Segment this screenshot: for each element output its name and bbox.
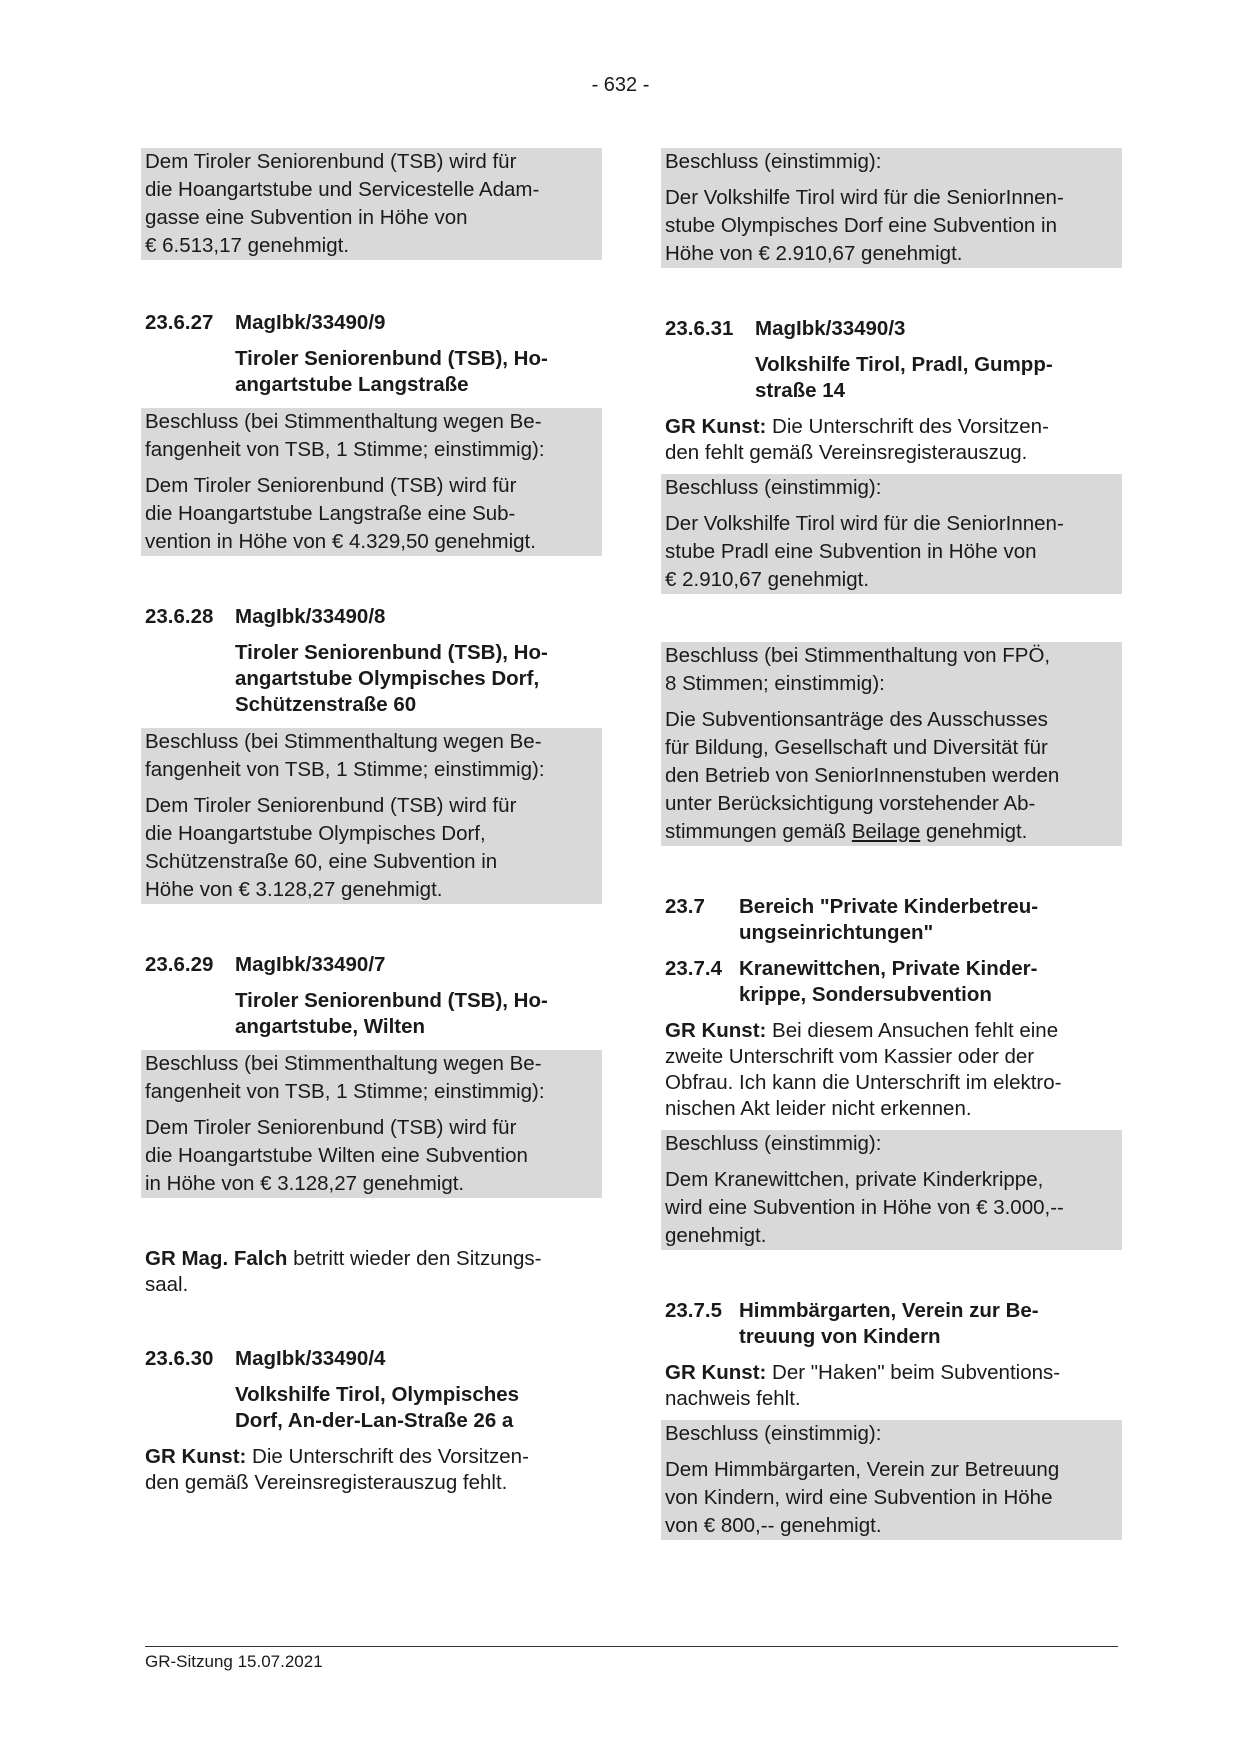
resolution-line: Schützenstraße 60, eine Subvention in bbox=[145, 850, 498, 873]
text-line: die Hoangartstube und Servicestelle Adam- bbox=[145, 178, 540, 201]
falch-notice: GR Mag. Falch betritt wieder den Sitzungs- bbox=[145, 1247, 542, 1270]
section-title-line: angartstube, Wilten bbox=[235, 1015, 426, 1038]
beschluss-box bbox=[661, 1420, 1122, 1540]
resolution-line: Dem Kranewittchen, private Kinderkrippe, bbox=[665, 1168, 1044, 1191]
resolution-line: Die Subventionsanträge des Ausschusses bbox=[665, 708, 1048, 731]
resolution-line: Dem Tiroler Seniorenbund (TSB) wird für bbox=[145, 474, 517, 497]
left-column bbox=[145, 148, 598, 1496]
beschluss-line: Beschluss (bei Stimmenthaltung wegen Be- bbox=[145, 730, 542, 753]
resolution-line: Höhe von € 3.128,27 genehmigt. bbox=[145, 878, 443, 901]
resolution-line: wird eine Subvention in Höhe von € 3.000,-- bbox=[665, 1196, 1064, 1219]
beschluss-line: 8 Stimmen; einstimmig): bbox=[665, 672, 885, 695]
resolution-line: stube Olympisches Dorf eine Subvention in bbox=[665, 214, 1057, 237]
resolution-line: von Kindern, wird eine Subvention in Höhe bbox=[665, 1486, 1053, 1509]
beschluss-line: Beschluss (einstimmig): bbox=[665, 1132, 882, 1155]
resolution-line: genehmigt. bbox=[665, 1224, 767, 1247]
section-title-line: Volkshilfe Tirol, Olympisches bbox=[235, 1383, 520, 1406]
speaker-statement-line: nischen Akt leider nicht erkennen. bbox=[665, 1097, 972, 1120]
section-heading-23-6-27: 23.6.27 MagIbk/33490/9 bbox=[145, 311, 386, 334]
beschluss-line: fangenheit von TSB, 1 Stimme; einstimmig): bbox=[145, 758, 545, 781]
section-heading-23-7-4: 23.7.4 Kranewittchen, Private Kinder- bbox=[665, 957, 1038, 980]
speaker-statement-line: zweite Unterschrift vom Kassier oder der bbox=[665, 1045, 1035, 1068]
resolution-box-tsb-adamgasse bbox=[141, 148, 602, 260]
speaker-statement-line: den fehlt gemäß Vereinsregisterauszug. bbox=[665, 441, 1028, 464]
text-line: Dem Tiroler Seniorenbund (TSB) wird für bbox=[145, 150, 517, 173]
beschluss-line: fangenheit von TSB, 1 Stimme; einstimmig): bbox=[145, 438, 545, 461]
section-title-line: Tiroler Seniorenbund (TSB), Ho- bbox=[235, 347, 548, 370]
beschluss-box bbox=[141, 408, 602, 556]
resolution-line: stube Pradl eine Subvention in Höhe von bbox=[665, 540, 1037, 563]
text-line: € 6.513,17 genehmigt. bbox=[145, 234, 350, 257]
section-title-line: Schützenstraße 60 bbox=[235, 693, 417, 716]
beschluss-line: Beschluss (bei Stimmenthaltung wegen Be- bbox=[145, 1052, 542, 1075]
speaker-statement-line: nachweis fehlt. bbox=[665, 1387, 801, 1410]
section-heading-23-6-30: 23.6.30 MagIbk/33490/4 bbox=[145, 1347, 386, 1370]
resolution-line: Dem Tiroler Seniorenbund (TSB) wird für bbox=[145, 794, 517, 817]
section-heading-23-7-5: 23.7.5 Himmbärgarten, Verein zur Be- bbox=[665, 1299, 1039, 1322]
beilage-link[interactable]: Beilage bbox=[851, 820, 921, 843]
beschluss-line: Beschluss (bei Stimmenthaltung von FPÖ, bbox=[665, 644, 1051, 667]
falch-notice-line2: saal. bbox=[145, 1273, 189, 1296]
section-heading-23-7: 23.7 Bereich "Private Kinderbetreu- bbox=[665, 895, 1039, 918]
section-title-line: Volkshilfe Tirol, Pradl, Gumpp- bbox=[755, 353, 1053, 376]
right-column bbox=[665, 148, 1118, 1540]
resolution-line: die Hoangartstube Langstraße eine Sub- bbox=[145, 502, 516, 525]
summary-beschluss-box bbox=[661, 642, 1122, 846]
footer-text: GR-Sitzung 15.07.2021 bbox=[145, 1652, 323, 1671]
resolution-line: vention in Höhe von € 4.329,50 genehmigt. bbox=[145, 530, 536, 553]
section-heading-23-6-28: 23.6.28 MagIbk/33490/8 bbox=[145, 605, 386, 628]
section-title-line: Dorf, An-der-Lan-Straße 26 a bbox=[235, 1409, 514, 1432]
beschluss-box bbox=[661, 148, 1122, 268]
resolution-line: Dem Tiroler Seniorenbund (TSB) wird für bbox=[145, 1116, 517, 1139]
section-title-line: Tiroler Seniorenbund (TSB), Ho- bbox=[235, 989, 548, 1012]
speaker-statement: GR Kunst: Der "Haken" beim Subventions- bbox=[665, 1361, 1061, 1384]
speaker-statement-line: den gemäß Vereinsregisterauszug fehlt. bbox=[145, 1471, 508, 1494]
section-title-line: treuung von Kindern bbox=[739, 1325, 941, 1348]
resolution-line: unter Berücksichtigung vorstehender Ab- bbox=[665, 792, 1036, 815]
section-title-line: ungseinrichtungen" bbox=[739, 921, 934, 944]
resolution-line: € 2.910,67 genehmigt. bbox=[665, 568, 870, 591]
resolution-line: Der Volkshilfe Tirol wird für die SeniorInnen- bbox=[665, 512, 1064, 535]
speaker-statement: GR Kunst: Bei diesem Ansuchen fehlt eine bbox=[665, 1019, 1059, 1042]
text-line: gasse eine Subvention in Höhe von bbox=[145, 206, 468, 229]
section-title-line: angartstube Olympisches Dorf, bbox=[235, 667, 540, 690]
section-title-line: straße 14 bbox=[755, 379, 846, 402]
page-number: - 632 - bbox=[591, 74, 650, 96]
speaker-statement-line: Obfrau. Ich kann die Unterschrift im elektro- bbox=[665, 1071, 1062, 1094]
section-heading-23-6-29: 23.6.29 MagIbk/33490/7 bbox=[145, 953, 386, 976]
resolution-line: Der Volkshilfe Tirol wird für die SeniorInnen- bbox=[665, 186, 1064, 209]
resolution-line: von € 800,-- genehmigt. bbox=[665, 1514, 882, 1537]
resolution-line: den Betrieb von SeniorInnenstuben werden bbox=[665, 764, 1060, 787]
resolution-line: stimmungen gemäß Beilage genehmigt. bbox=[665, 820, 1028, 843]
resolution-line: Höhe von € 2.910,67 genehmigt. bbox=[665, 242, 963, 265]
resolution-line: die Hoangartstube Olympisches Dorf, bbox=[145, 822, 486, 845]
beschluss-box bbox=[661, 1130, 1122, 1250]
resolution-line: die Hoangartstube Wilten eine Subvention bbox=[145, 1144, 528, 1167]
section-title-line: Tiroler Seniorenbund (TSB), Ho- bbox=[235, 641, 548, 664]
resolution-line: für Bildung, Gesellschaft und Diversität für bbox=[665, 736, 1048, 759]
beschluss-line: Beschluss (bei Stimmenthaltung wegen Be- bbox=[145, 410, 542, 433]
beschluss-line: Beschluss (einstimmig): bbox=[665, 150, 882, 173]
beschluss-line: Beschluss (einstimmig): bbox=[665, 1422, 882, 1445]
resolution-line: in Höhe von € 3.128,27 genehmigt. bbox=[145, 1172, 465, 1195]
speaker-statement: GR Kunst: Die Unterschrift des Vorsitzen- bbox=[665, 415, 1049, 438]
beschluss-box bbox=[141, 728, 602, 904]
speaker-statement: GR Kunst: Die Unterschrift des Vorsitzen- bbox=[145, 1445, 529, 1468]
section-title-line: krippe, Sondersubvention bbox=[739, 983, 992, 1006]
beschluss-box bbox=[141, 1050, 602, 1198]
beschluss-line: fangenheit von TSB, 1 Stimme; einstimmig): bbox=[145, 1080, 545, 1103]
footer-divider bbox=[145, 1646, 1118, 1647]
section-title-line: angartstube Langstraße bbox=[235, 373, 469, 396]
section-heading-23-6-31: 23.6.31 MagIbk/33490/3 bbox=[665, 317, 906, 340]
resolution-line: Dem Himmbärgarten, Verein zur Betreuung bbox=[665, 1458, 1060, 1481]
beschluss-line: Beschluss (einstimmig): bbox=[665, 476, 882, 499]
beschluss-box bbox=[661, 474, 1122, 594]
